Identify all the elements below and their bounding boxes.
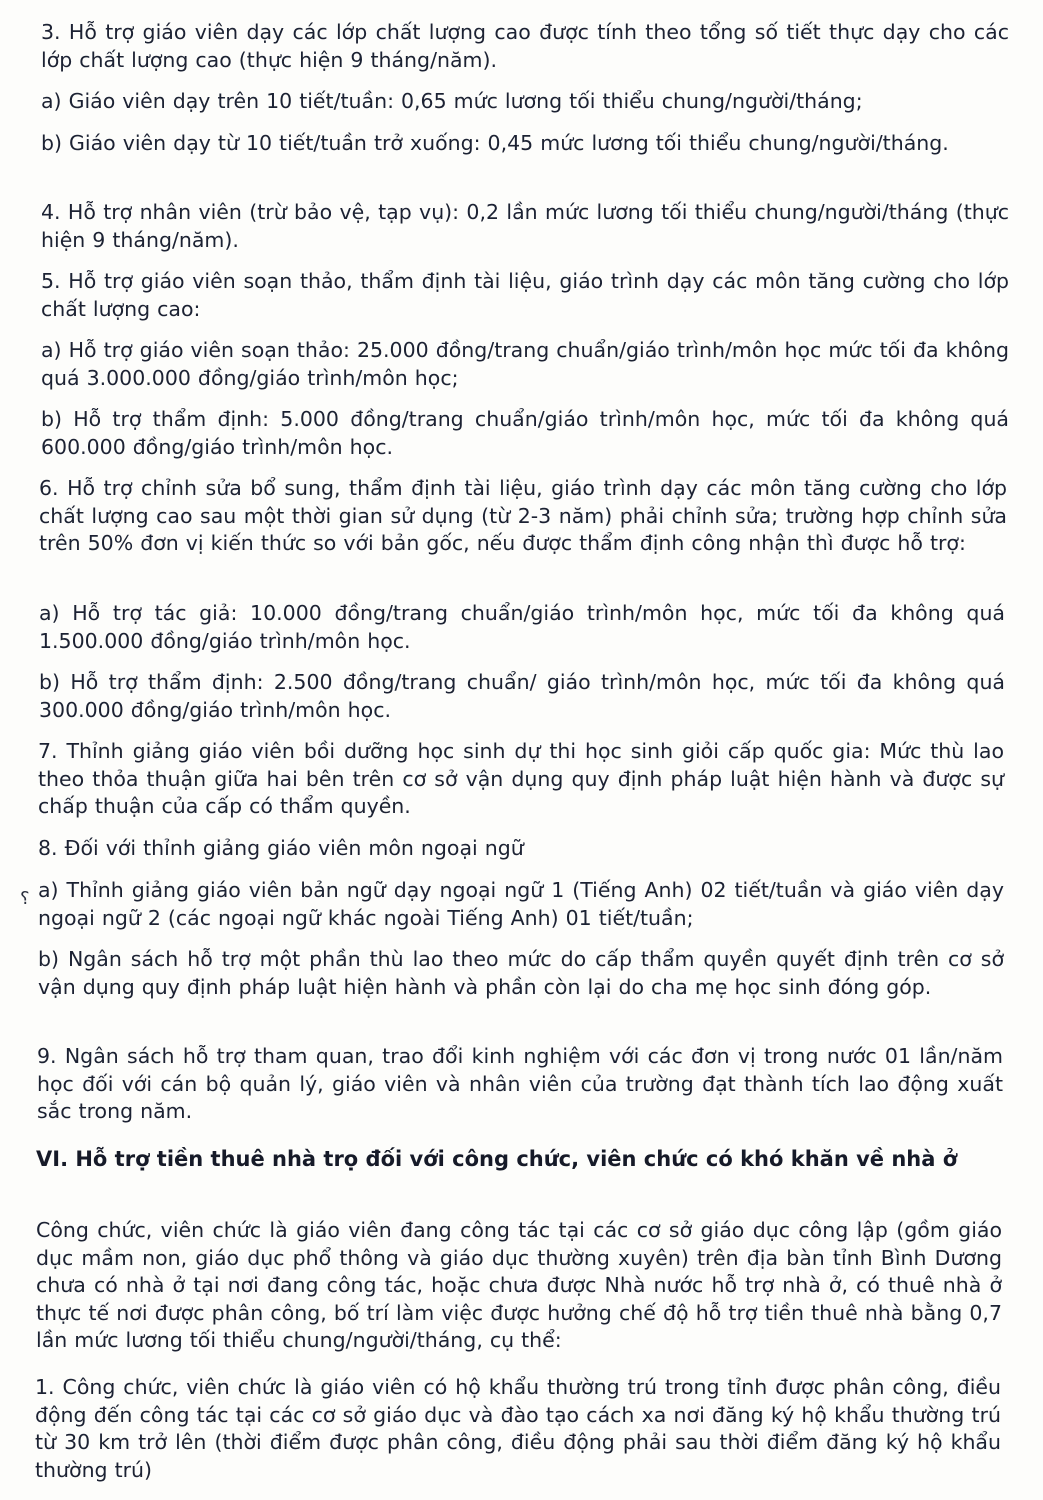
paragraph-item-5: 5. Hỗ trợ giáo viên soạn thảo, thẩm định tài liệu, giáo trình dạy các môn tăng cường cho lớp chất lượng cao: xyxy=(41,269,1009,321)
paragraph-item-6b: b) Hỗ trợ thẩm định: 2.500 đồng/trang chuẩn/ giáo trình/môn học, mức tối đa không quá 300.000 đồng/giáo trình/môn học. xyxy=(39,670,1005,722)
paragraph-item-9: 9. Ngân sách hỗ trợ tham quan, trao đổi kinh nghiệm với các đơn vị trong nước 01 lần/năm học đối với cán bộ quản lý, giáo viên và nhân viên của trường đạt thành tích lao động xuất sắc trong năm. xyxy=(37,1044,1003,1123)
paragraph-item-8: 8. Đối với thỉnh giảng giáo viên môn ngoại ngữ xyxy=(38,836,524,860)
paragraph-item-8a: a) Thỉnh giảng giáo viên bản ngữ dạy ngoại ngữ 1 (Tiếng Anh) 02 tiết/tuần và giáo viên dạy ngoại ngữ 2 (các ngoại ngữ khác ngoài Tiếng Anh) 01 tiết/tuần; xyxy=(38,878,1004,930)
section-paragraph-intro: Công chức, viên chức là giáo viên đang công tác tại các cơ sở giáo dục công lập (gồm giáo dục mầm non, giáo dục phổ thông và giáo dục thường xuyên) trên địa bàn tỉnh Bình Dương chưa có nhà ở tại nơi đang công tác, hoặc chưa được Nhà nước hỗ trợ nhà ở, có thuê nhà ở thực tế nơi được phân công, bố trí làm việc được hưởng chế độ hỗ trợ tiền thuê nhà bằng 0,7 lần mức lương tối thiểu chung/người/tháng, cụ thể: xyxy=(36,1218,1002,1352)
paragraph-item-3: 3. Hỗ trợ giáo viên dạy các lớp chất lượng cao được tính theo tổng số tiết thực dạy cho các lớp chất lượng cao (thực hiện 9 tháng/năm). xyxy=(41,20,1009,72)
paragraph-item-6a: a) Hỗ trợ tác giả: 10.000 đồng/trang chuẩn/giáo trình/môn học, mức tối đa không quá 1.500.000 đồng/giáo trình/môn học. xyxy=(39,601,1005,653)
paragraph-item-5b: b) Hỗ trợ thẩm định: 5.000 đồng/trang chuẩn/giáo trình/môn học, mức tối đa không quá 600.000 đồng/giáo trình/môn học. xyxy=(41,407,1009,459)
section-paragraph-item-1: 1. Công chức, viên chức là giáo viên có hộ khẩu thường trú trong tỉnh được phân công, điều động đến công tác tại các cơ sở giáo dục và đào tạo cách xa nơi đăng ký hộ khẩu thường trú từ 30 km trở lên (thời điểm được phân công, điều động phải sau thời điểm đăng ký hộ khẩu thường trú) xyxy=(35,1375,1001,1482)
margin-mark-icon: ⸮ xyxy=(20,888,30,909)
paragraph-item-4: 4. Hỗ trợ nhân viên (trừ bảo vệ, tạp vụ): 0,2 lần mức lương tối thiểu chung/người/tháng (thực hiện 9 tháng/năm). xyxy=(41,200,1009,252)
paragraph-item-7: 7. Thỉnh giảng giáo viên bồi dưỡng học sinh dự thi học sinh giỏi cấp quốc gia: Mức thù lao theo thỏa thuận giữa hai bên trên cơ sở vận dụng quy định pháp luật hiện hành và được sự chấp thuận của cấp có thẩm quyền. xyxy=(38,739,1004,818)
paragraph-item-3a: a) Giáo viên dạy trên 10 tiết/tuần: 0,65 mức lương tối thiểu chung/người/tháng; xyxy=(41,89,863,113)
section-heading-vi: VI. Hỗ trợ tiền thuê nhà trọ đối với công chức, viên chức có khó khăn về nhà ở xyxy=(36,1147,958,1171)
paragraph-item-8b: b) Ngân sách hỗ trợ một phần thù lao theo mức do cấp thẩm quyền quyết định trên cơ sở vận dụng quy định pháp luật hiện hành và phần còn lại do cha mẹ học sinh đóng góp. xyxy=(38,947,1004,999)
paragraph-item-3b: b) Giáo viên dạy từ 10 tiết/tuần trở xuống: 0,45 mức lương tối thiểu chung/người/tháng. xyxy=(41,131,949,155)
paragraph-item-5a: a) Hỗ trợ giáo viên soạn thảo: 25.000 đồng/trang chuẩn/giáo trình/môn học mức tối đa không quá 3.000.000 đồng/giáo trình/môn học; xyxy=(41,338,1009,390)
paragraph-item-6: 6. Hỗ trợ chỉnh sửa bổ sung, thẩm định tài liệu, giáo trình dạy các môn tăng cường cho lớp chất lượng cao sau một thời gian sử dụng (từ 2-3 năm) phải chỉnh sửa; trường hợp chỉnh sửa trên 50% đơn vị kiến thức so với bản gốc, nếu được thẩm định công nhận thì được hỗ trợ: xyxy=(39,476,1007,555)
